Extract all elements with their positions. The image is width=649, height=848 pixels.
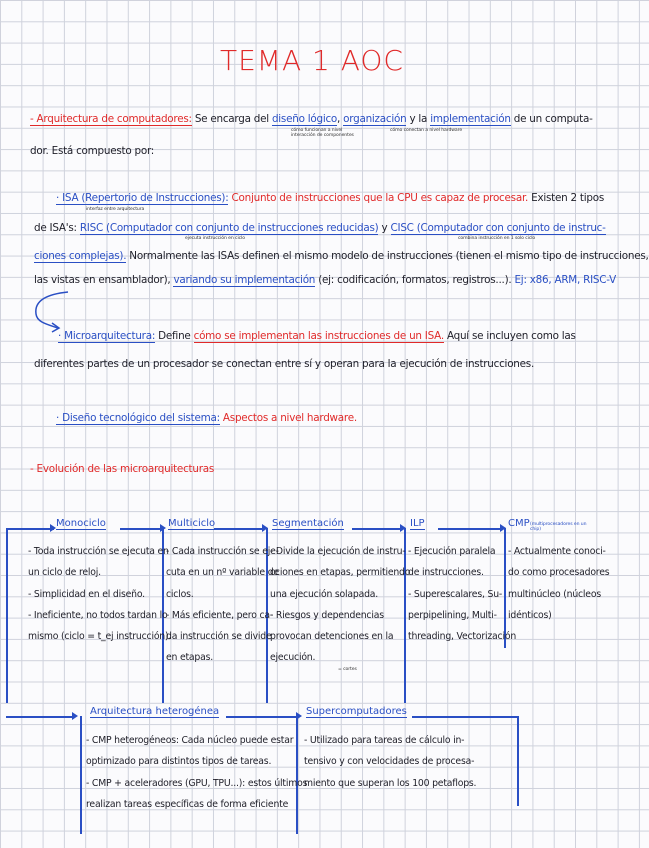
list-item: idénticos) — [508, 609, 552, 621]
micro-text: Aquí se incluyen como las — [443, 330, 576, 342]
list-item: cciones en etapas, permitiendo — [270, 567, 411, 579]
column-divider — [80, 716, 82, 834]
isa-cisc-end: ciones complejas). — [34, 250, 127, 262]
list-item: en etapas. — [166, 652, 214, 664]
micro-text: Define — [155, 330, 194, 342]
list-item: mismo (ciclo = t_ej instrucción). — [28, 631, 172, 643]
diseno-text: Aspectos a nivel hardware. — [219, 412, 357, 424]
diseno-heading: · Diseño tecnológico del sistema: — [56, 412, 220, 424]
timeline-line — [214, 528, 264, 530]
isa-note: interfaz entre arquitectura — [86, 207, 145, 212]
micro-heading: · Microarquitectura: — [58, 330, 156, 342]
heading-supercomputadores: Supercomputadores — [306, 706, 407, 717]
arquitectura-text: Se encarga del — [191, 113, 272, 125]
list-item: miento que superan los 100 petaflops. — [304, 777, 477, 789]
list-item: threading, Vectorización — [408, 631, 517, 643]
diseno-line — [56, 412, 357, 424]
column-heading-segmentacion: Segmentación — [272, 518, 344, 529]
list-item: multinúcleo (núcleos — [508, 588, 601, 600]
list-item: - Divide la ejecución de instru- — [270, 546, 406, 557]
timeline-arrow-icon — [72, 712, 78, 720]
body-arquitectura-heterogenea — [86, 730, 307, 815]
isa-line-1 — [56, 192, 604, 204]
isa-examples: Ej: x86, ARM, RISC-V — [511, 274, 617, 286]
list-item: - Riesgos y dependencias — [270, 609, 384, 621]
list-item: de instrucciones. — [408, 567, 484, 579]
isa-risc: RISC (Computador con conjunto de instrucciones reducidas) — [79, 222, 379, 234]
note-detenciones: = cortes — [338, 667, 357, 672]
evolucion-heading: - Evolución de las microarquitecturas — [30, 463, 214, 475]
isa-text: y — [378, 222, 391, 234]
list-item: - Ejecución paralela — [408, 546, 496, 557]
column-heading-cmp: CMP — [508, 518, 530, 529]
column-body-cmp — [508, 541, 609, 626]
isa-text: Existen 2 tipos — [528, 192, 604, 204]
separator: y la — [406, 113, 431, 125]
list-item: do como procesadores — [508, 567, 610, 579]
micro-line-1 — [58, 330, 576, 342]
list-item: - CMP heterogéneos: Cada núcleo puede estar — [86, 735, 294, 746]
list-item: ejecución. — [270, 652, 316, 664]
note-diseno-logico — [291, 128, 354, 138]
timeline-line — [438, 528, 500, 530]
column-divider — [517, 716, 519, 806]
isa-line-2 — [34, 222, 606, 234]
micro-definition: cómo se implementan las instrucciones de un ISA. — [193, 330, 444, 342]
list-item: - Cada instrucción se eje- — [166, 546, 279, 557]
arquitectura-heading: - Arquitectura de computadores: — [30, 113, 192, 125]
column-divider — [6, 528, 8, 703]
list-item: una ejecución solapada. — [270, 588, 379, 600]
column-heading-ilp: ILP — [410, 518, 425, 529]
list-item: optimizado para distintos tipos de tareas. — [86, 756, 272, 768]
list-item: perpipelining, Multi- — [408, 609, 497, 621]
isa-text: Normalmente las ISAs definen el mismo modelo de instrucciones (tienen el mismo tipo de instrucciones, — [126, 250, 649, 262]
column-heading-monociclo: Monociclo — [56, 518, 106, 529]
arquitectura-line-2: dor. Está compuesto por: — [30, 145, 155, 157]
list-item: - Ineficiente, no todos tardan lo — [28, 609, 168, 621]
note-line: cómo funcionan a nivel — [291, 128, 343, 133]
list-item: realizan tareas específicas de forma eficiente — [86, 798, 289, 810]
risc-note: ejecuta instrucción en ciclo — [185, 236, 245, 241]
list-item: - Simplicidad en el diseño. — [28, 588, 145, 600]
note-line: interacción de componentes — [291, 133, 354, 138]
list-item: da instrucción se divide — [166, 631, 272, 643]
timeline-line — [226, 716, 298, 718]
arquitectura-line-1 — [30, 113, 593, 125]
isa-cisc: CISC (Computador con conjunto de instruc- — [390, 222, 606, 234]
timeline-line — [120, 528, 162, 530]
list-item: - Superescalares, Su- — [408, 588, 503, 600]
isa-text: (ej: codificación, formatos, registros...). — [315, 274, 512, 286]
isa-line-3 — [34, 250, 649, 262]
term-implementacion: implementación — [430, 113, 511, 125]
list-item: provocan detenciones en la — [270, 631, 394, 643]
note-implementacion: cómo conectan a nivel hardware — [390, 128, 463, 133]
column-body-multiciclo — [166, 541, 279, 669]
cisc-note: combina instrucción en 1 solo ciclo — [458, 236, 536, 241]
timeline-line — [352, 528, 402, 530]
body-supercomputadores — [304, 730, 476, 794]
list-item: ciclos. — [166, 588, 194, 600]
isa-line-4 — [34, 274, 616, 286]
list-item: - Toda instrucción se ejecuta en — [28, 546, 169, 557]
timeline-line — [6, 528, 54, 530]
cmp-note: (multiprocesadores en un chip) — [530, 522, 587, 532]
timeline-line — [6, 716, 74, 718]
timeline-line — [412, 716, 518, 718]
arquitectura-text: de un computa- — [510, 113, 593, 125]
column-body-ilp — [408, 541, 516, 647]
isa-text: de ISA's: — [34, 222, 80, 234]
list-item: cuta en un nº variable de — [166, 567, 279, 579]
list-item: un ciclo de reloj. — [28, 567, 101, 579]
isa-definition: Conjunto de instrucciones que la CPU es capaz de procesar. — [228, 192, 529, 204]
list-item: - Utilizado para tareas de cálculo in- — [304, 735, 465, 746]
column-body-segmentacion — [270, 541, 410, 669]
term-diseno-logico: diseño lógico — [271, 113, 338, 125]
isa-text: las vistas en ensamblador), — [34, 274, 174, 286]
isa-heading: · ISA (Repertorio de Instrucciones): — [56, 192, 229, 204]
list-item: - Actualmente conoci- — [508, 546, 606, 557]
heading-arquitectura-heterogenea: Arquitectura heterogénea — [90, 706, 220, 717]
list-item: - CMP + aceleradores (GPU, TPU...): estos últimos — [86, 777, 308, 789]
isa-variation: variando su implementación — [173, 274, 316, 286]
term-organizacion: organización — [343, 113, 407, 125]
micro-line-2: diferentes partes de un procesador se conectan entre sí y operan para la ejecución de instrucciones. — [34, 358, 535, 370]
column-body-monociclo — [28, 541, 171, 647]
separator: , — [337, 113, 344, 125]
list-item: tensivo y con velocidades de procesa- — [304, 756, 475, 768]
list-item: - Más eficiente, pero ca- — [166, 609, 274, 621]
curved-arrow-icon — [28, 284, 78, 334]
column-heading-multiciclo: Multiciclo — [168, 518, 216, 529]
page-title: TEMA 1 AOC — [220, 44, 404, 77]
